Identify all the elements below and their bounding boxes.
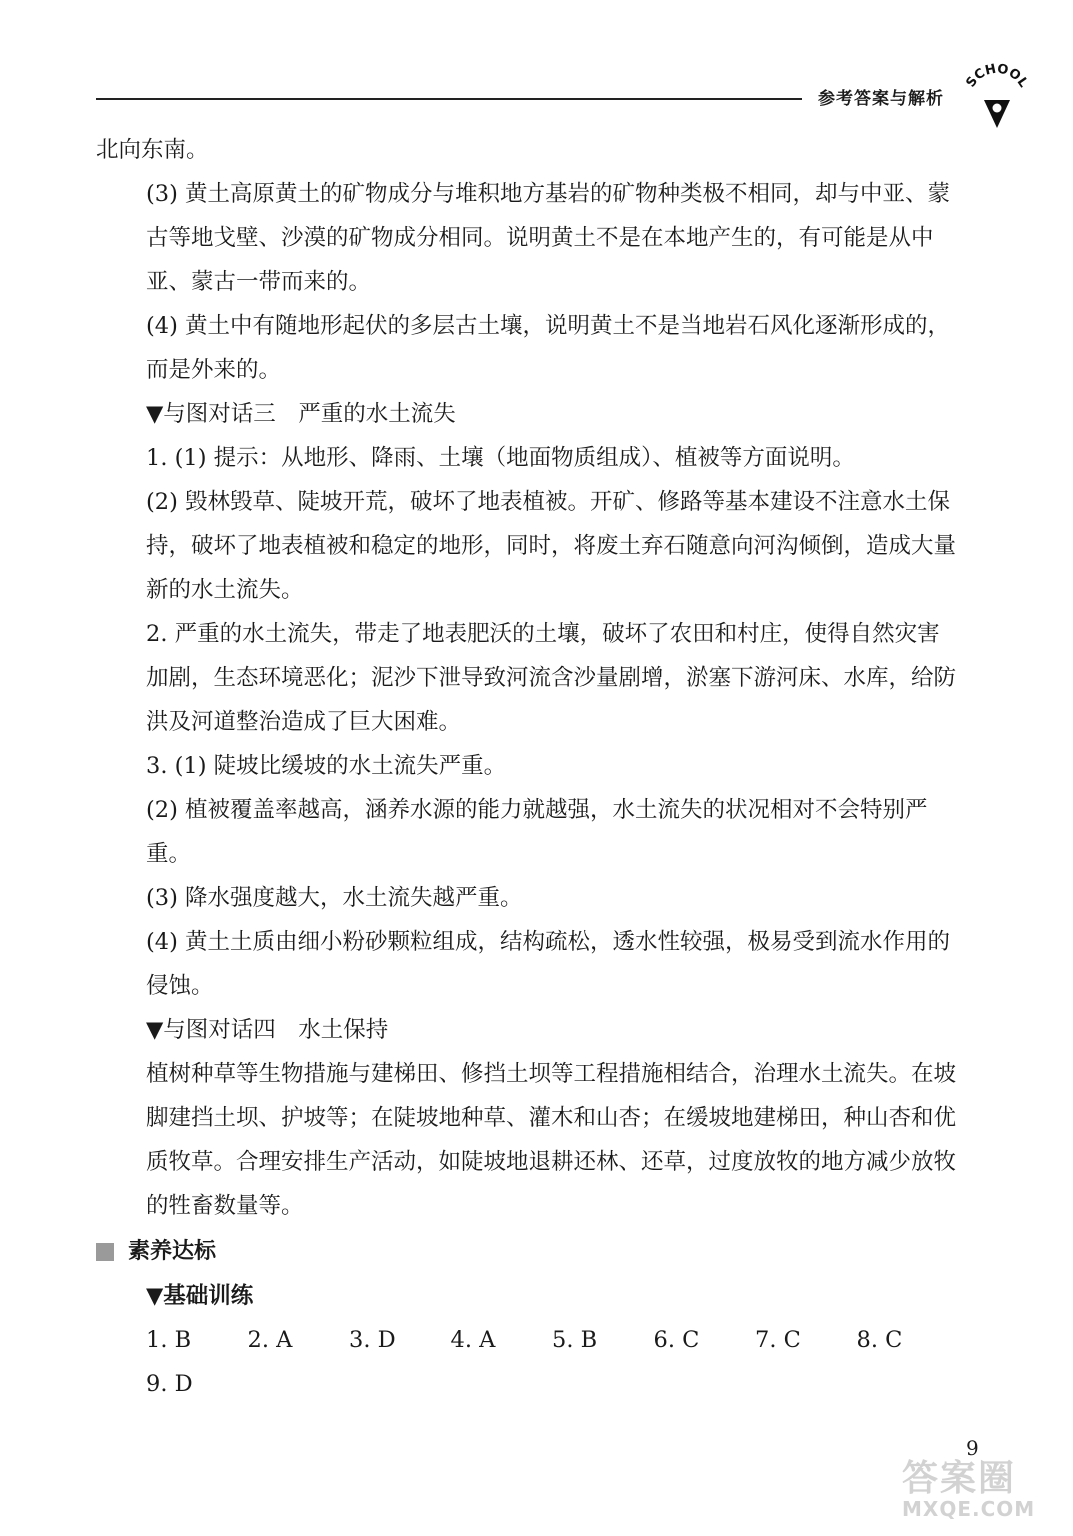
school-logo [960, 58, 1034, 132]
paragraph: 1. (1) 提示：从地形、降雨、土壤（地面物质组成）、植被等方面说明。 [146, 445, 855, 471]
answer-item: 5. B [552, 1327, 598, 1353]
paragraph: 3. (1) 陡坡比缓坡的水土流失严重。 [146, 753, 507, 779]
paragraph: (3) 降水强度越大，水土流失越严重。 [146, 885, 523, 911]
paragraph: (4) 黄土中有随地形起伏的多层古土壤，说明黄土不是当地岩石风化逐渐形成的，而是外来的。 [146, 313, 951, 383]
page-number: 9 [966, 1436, 979, 1460]
answer-content [96, 128, 958, 1406]
paragraph: (2) 植被覆盖率越高，涵养水源的能力就越强，水土流失的状况相对不会特别严重。 [146, 797, 928, 867]
header-title: 参考答案与解析 [818, 89, 944, 109]
paragraph: (2) 毁林毁草、陡坡开荒，破坏了地表植被。开矿、修路等基本建设不注意水土保持，破坏了地表植被和稳定的地形，同时，将废土弃石随意向河沟倾倒，造成大量新的水土流失。 [146, 489, 957, 603]
answer-item: 6. C [653, 1327, 700, 1353]
answer-item: 1. B [146, 1327, 192, 1353]
answer-row [96, 1318, 958, 1362]
watermark-bottom: MXQE.COM [902, 1497, 1036, 1521]
watermark [902, 1450, 1062, 1530]
section-title [96, 1230, 958, 1274]
answer-item: 3. D [349, 1327, 396, 1353]
logo-text: SCHOOL [963, 61, 1031, 91]
paragraph: (3) 黄土高原黄土的矿物成分与堆积地方基岩的矿物种类极不相同，却与中亚、蒙古等地戈壁、沙漠的矿物成分相同。说明黄土不是在本地产生的，有可能是从中亚、蒙古一带而来的。 [146, 181, 951, 295]
watermark-top: 答案圈 [902, 1458, 1017, 1499]
answer-item: 2. A [247, 1327, 293, 1353]
answer-row [96, 1362, 958, 1406]
paragraph: 植树种草等生物措施与建梯田、修挡土坝等工程措施相结合，治理水土流失。在坡脚建挡土坝、护坡等；在陡坡地种草、灌木和山杏；在缓坡地建梯田，种山杏和优质牧草。合理安排生产活动，如陡坡地退耕还林、还草，过度放牧的地方减少放牧的牲畜数量等。 [146, 1061, 957, 1219]
logo-pin-hole-icon [993, 104, 1002, 113]
paragraph: 北向东南。 [96, 137, 209, 163]
section-title-text: 素养达标 [128, 1239, 217, 1264]
answer-item: 7. C [755, 1327, 801, 1353]
subsection-heading: ▼与图对话四 水土保持 [146, 1017, 389, 1043]
subsection-heading: ▼基础训练 [146, 1283, 254, 1309]
paragraph: 2. 严重的水土流失，带走了地表肥沃的土壤，破坏了农田和村庄，使得自然灾害加剧，生态环境恶化；泥沙下泄导致河流含沙量剧增，淤塞下游河床、水库，给防洪及河道整治造成了巨大困难。 [146, 621, 957, 735]
svg-text:SCHOOL [963, 62, 1030, 91]
answer-item: 8. C [856, 1327, 903, 1353]
paragraph: (4) 黄土土质由细小粉砂颗粒组成，结构疏松，透水性较强，极易受到流水作用的侵蚀。 [146, 929, 951, 999]
subsection-heading: ▼与图对话三 严重的水土流失 [146, 401, 456, 427]
header-rule [96, 98, 802, 100]
answer-item: 4. A [450, 1327, 496, 1353]
section-square-icon [96, 1243, 114, 1261]
answer-item: 9. D [146, 1371, 193, 1397]
